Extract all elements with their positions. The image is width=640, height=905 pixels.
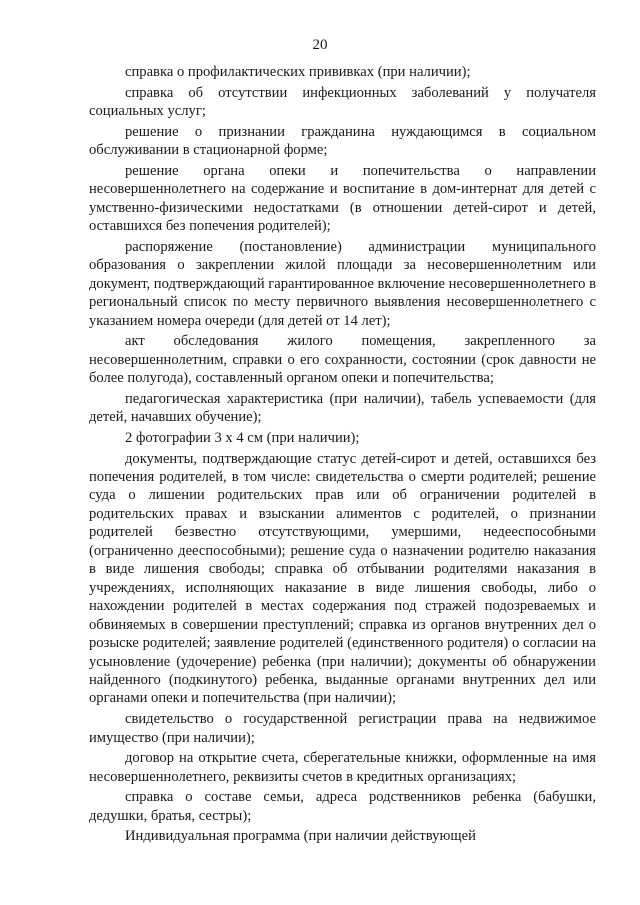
paragraph-bank-account: договор на открытие счета, сберегательные книжки, оформленные на имя несовершеннолетнего, реквизиты счетов в кредитных организациях; xyxy=(89,750,596,785)
paragraph-property-registration: свидетельство о государственной регистрации права на недвижимое имущество (при наличии); xyxy=(89,711,596,746)
document-body xyxy=(89,63,596,848)
paragraph-photographs: 2 фотографии 3 х 4 см (при наличии); xyxy=(125,429,360,446)
paragraph-vaccination-certificate: справка о профилактических прививках (при наличии); xyxy=(125,64,471,80)
paragraph-orphan-status-documents: документы, подтверждающие статус детей-сирот и детей, оставшихся без попечения родителей, в том числе: свидетельства о смерти родителей; решение суда о лишении родительских прав или об ограничении родителей в родительских правах и взыскании алиментов с родителей, о признании родителей безвестно отсутствующими, умершими, недееспособными (ограниченно дееспособными); решение суда о назначении родителю наказания в виде лишения свободы; справка об отбывании родителями наказания в учреждениях, исполняющих наказание в виде лишения свободы, либо о нахождении родителей в местах содержания под стражей подозреваемых и обвиняемых в совершении преступлений; справка из органов внутренних дел о розыске родителей; заявление родителей (единственного родителя) о согласии на усыновление (удочерение) ребенка (при наличии); документы об обнаружении найденного (подкинутого) ребенка, выданные органами внутренних дел или органами опеки и попечительства (при наличии); xyxy=(89,450,596,707)
paragraph-family-composition: справка о составе семьи, адреса родственников ребенка (бабушки, дедушки, братья, сестры); xyxy=(89,789,596,824)
paragraph-guardianship-decision: решение органа опеки и попечительства о направлении несовершеннолетнего на содержание и воспитание в дом-интернат для детей с умственно-физическими недостатками (в отношении детей-сирот и детей, оставшихся без попечения родителей); xyxy=(89,162,596,235)
page-number: 20 xyxy=(312,37,328,53)
paragraph-pedagogical-reference: педагогическая характеристика (при наличии), табель успеваемости (для детей, начавших обучение); xyxy=(89,390,596,426)
paragraph-housing-order: распоряжение (постановление) администрации муниципального образования о закреплении жилой площади за несовершеннолетним или документ, подтверждающий гарантированное включение несовершеннолетнего в региональный список по месту первичного выявления несовершеннолетнего с указанием номера очереди (для детей от 14 лет); xyxy=(89,238,596,329)
paragraph-individual-program: Индивидуальная программа (при наличии действующей xyxy=(125,828,476,845)
paragraph-need-decision: решение о признании гражданина нуждающимся в социальном обслуживании в стационарной форме; xyxy=(89,123,596,159)
paragraph-housing-inspection-act: акт обследования жилого помещения, закрепленного за несовершеннолетним, справки о его сохранности, состоянии (срок давности не более полугода), составленный органом опеки и попечительства; xyxy=(89,333,596,387)
paragraph-infection-free-certificate: справка об отсутствии инфекционных заболеваний у получателя социальных услуг; xyxy=(89,84,596,120)
